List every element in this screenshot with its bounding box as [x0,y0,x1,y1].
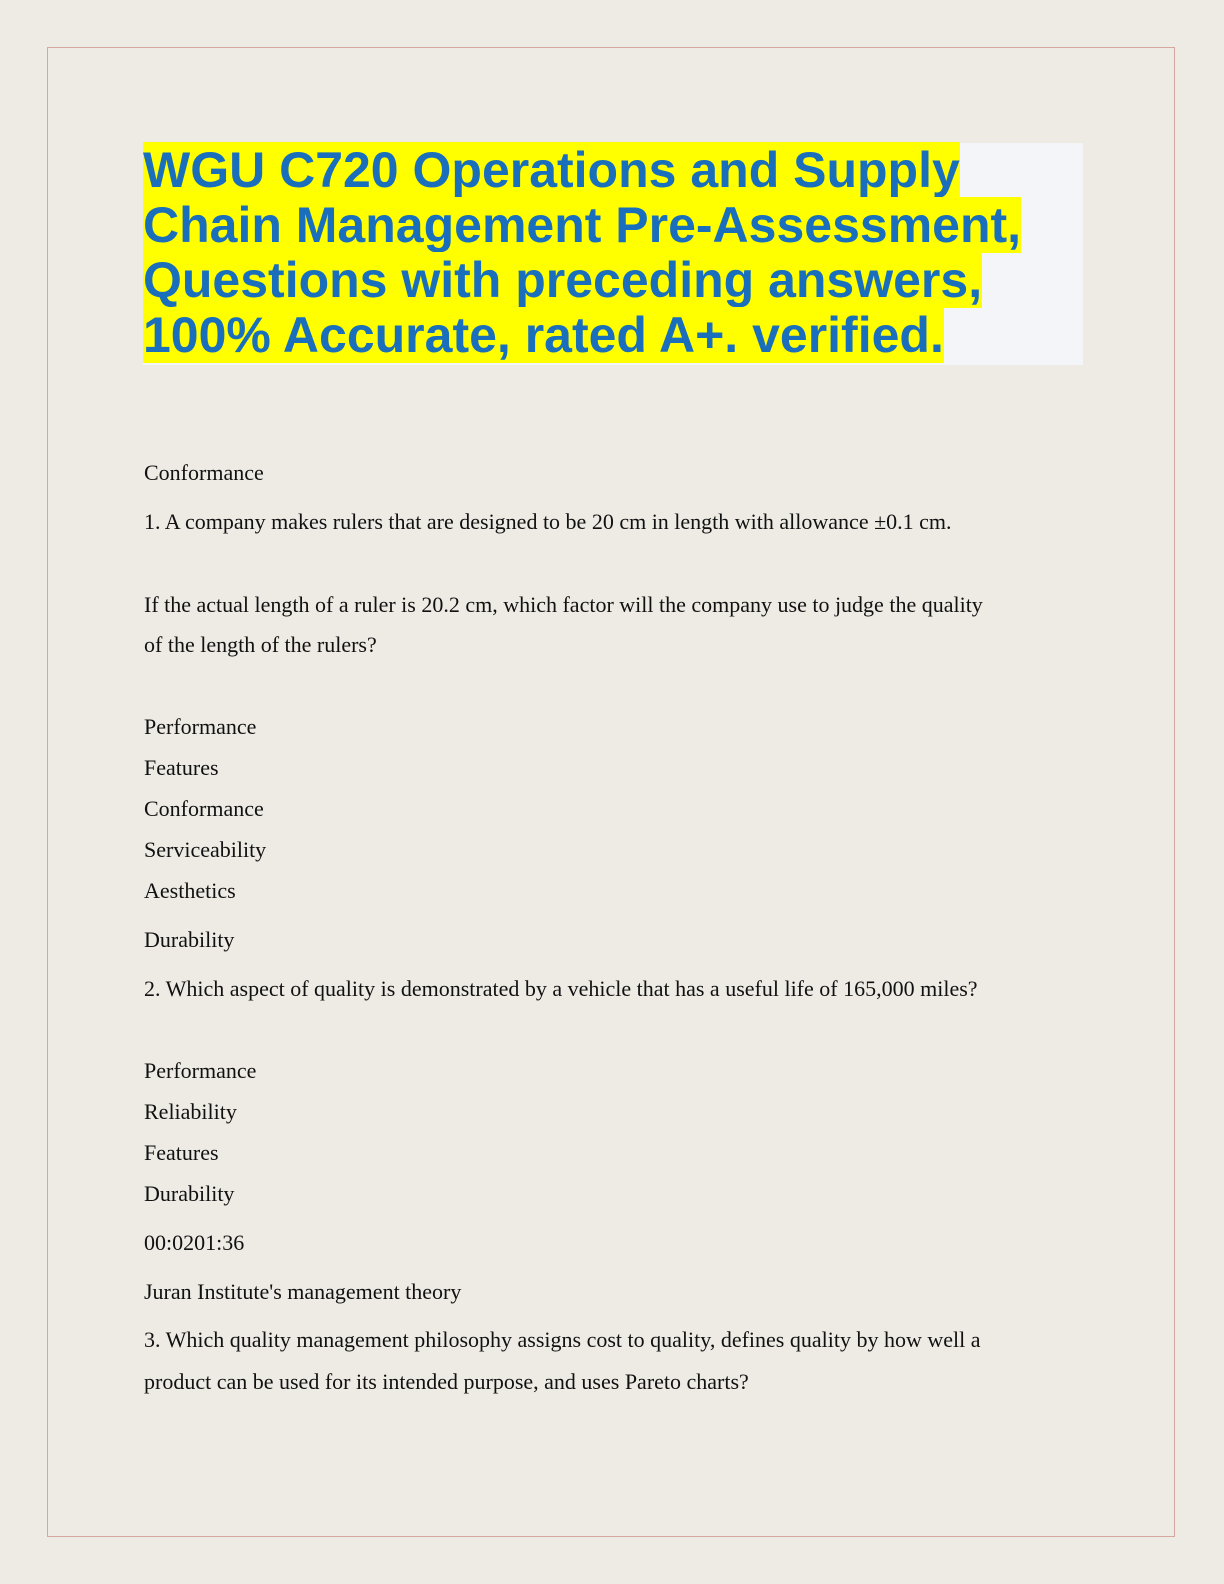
question-1-option: Serviceability [144,837,267,862]
answer-3: Juran Institute's management theory [144,1279,462,1304]
timer-text: 00:0201:36 [144,1230,245,1255]
question-3-line-1: 3. Which quality management philosophy assigns cost to quality, defines quality by how well a [144,1327,981,1352]
document-title: WGU C720 Operations and Supply Chain Management Pre-Assessment, Questions with preceding answers, 100% Accurate, rated A+. verified. [143,142,1022,363]
question-2-option: Features [144,1140,219,1165]
question-2-option: Reliability [144,1099,237,1124]
question-3-line-2: product can be used for its intended purpose, and uses Pareto charts? [144,1369,749,1394]
question-1-option: Features [144,755,219,780]
answer-2: Durability [144,927,235,952]
question-2-option: Performance [144,1058,257,1083]
question-1-prompt-line-2: of the length of the rulers? [144,632,377,657]
question-2-option: Durability [144,1181,235,1206]
question-1-option: Performance [144,714,257,739]
answer-1: Conformance [144,460,264,485]
question-2-stem: 2. Which aspect of quality is demonstrated by a vehicle that has a useful life of 165,000 miles? [144,976,978,1001]
question-1-stem: 1. A company makes rulers that are designed to be 20 cm in length with allowance ±0.1 cm. [144,509,952,534]
question-1-prompt-line-1: If the actual length of a ruler is 20.2 cm, which factor will the company use to judge the quality [144,592,983,617]
question-1-option: Aesthetics [144,878,236,903]
question-1-option: Conformance [144,796,264,821]
